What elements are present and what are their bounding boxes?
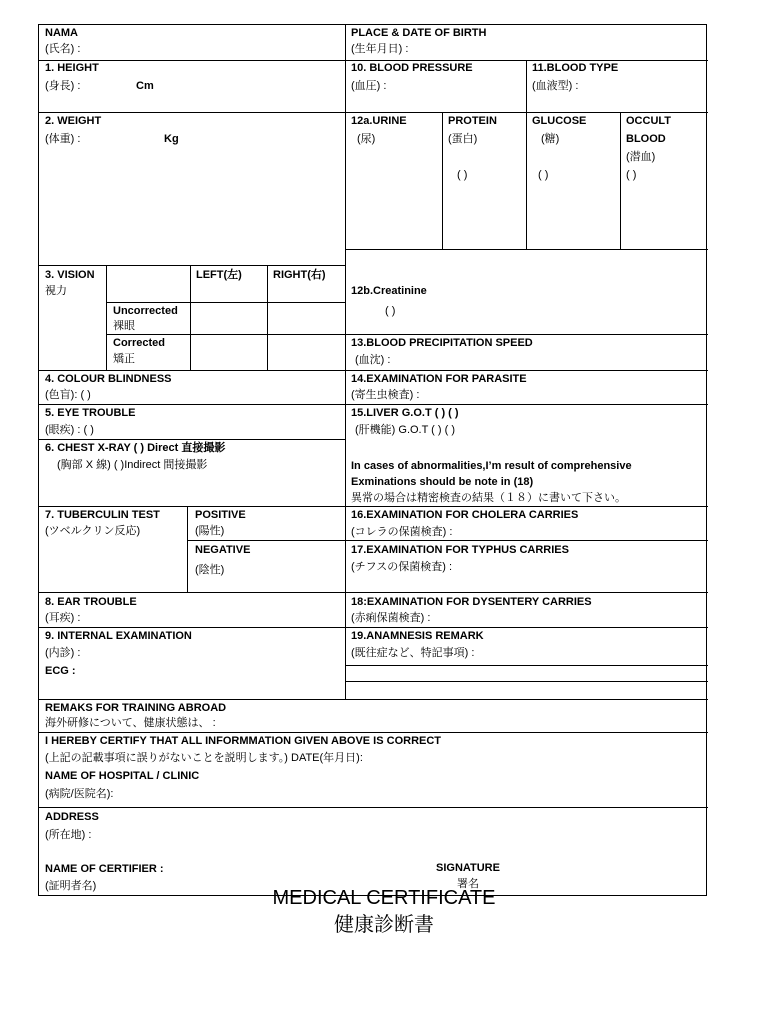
remarks-label-jp: 海外研修について、健康状態は、 : [45,717,216,729]
certifier-label-jp: (証明者名) [45,880,97,892]
vision-corrected-label-jp: 矯正 [113,353,135,365]
rule [106,265,107,370]
rule [345,681,708,682]
ear-trouble-label-jp: (耳疾) : [45,612,81,624]
creatinine-label: 12b.Creatinine [351,285,427,297]
blood-precipitation-label-jp: (血沈) : [355,354,391,366]
rule [526,112,527,249]
hospital-label: NAME OF HOSPITAL / CLINIC [45,770,200,782]
positive-label: POSITIVE [195,509,246,521]
rule [39,592,345,593]
weight-label-jp: (体重) : [45,133,81,145]
blood-type-label-jp: (血液型) : [532,80,579,92]
protein-value: ( ) [457,169,468,181]
liver-label: 15.LIVER G.O.T ( ) ( ) [351,407,459,419]
anamnesis-label: 19.ANAMNESIS REMARK [351,630,484,642]
hospital-label-jp: (病院/医院名): [45,788,114,800]
weight-label: 2. WEIGHT [45,115,102,127]
height-label: 1. HEIGHT [45,62,99,74]
remarks-label: REMAKS FOR TRAINING ABROAD [45,702,227,714]
rule [187,540,345,541]
rule [39,265,345,266]
ecg-label: ECG : [45,665,76,677]
dysentery-label: 18:EXAMINATION FOR DYSENTERY CARRIES [351,596,592,608]
urine-label: 12a.URINE [351,115,407,127]
colour-blindness-label: 4. COLOUR BLINDNESS [45,373,172,385]
vision-label-jp: 視力 [45,285,67,297]
vision-uncorrected-label: Uncorrected [113,305,178,317]
rule [190,265,191,370]
rule [267,265,268,370]
abnormal-note-jp: 異常の場合は精密検査の結果（１８）に書いて下さい。 [351,492,626,504]
certify-statement-jp: (上記の記載事項に誤りがないことを説明します。) DATE(年月日): [45,752,363,764]
colour-blindness-label-jp: (色盲): ( ) [45,389,91,401]
document-title-jp: 健康診断書 [334,914,434,936]
negative-label: NEGATIVE [195,544,251,556]
weight-unit: Kg [164,133,179,145]
eye-trouble-label: 5. EYE TROUBLE [45,407,136,419]
rule [345,540,708,541]
certifier-label: NAME OF CERTIFIER : [45,863,164,875]
address-label: ADDRESS [45,811,99,823]
rule [39,807,708,808]
birth-label: PLACE & DATE OF BIRTH [351,27,487,39]
rule [620,112,621,249]
occult-label-line2: BLOOD [626,133,666,145]
vision-uncorrected-label-jp: 裸眼 [113,320,135,332]
vision-left-header: LEFT(左) [196,269,242,281]
cholera-label-jp: (コレラの保菌検査) : [351,526,453,538]
signature-label: SIGNATURE [436,862,500,874]
height-label-jp: (身長) : [45,80,81,92]
blood-pressure-label-jp: (血圧) : [351,80,387,92]
typhus-label-jp: (チフスの保菌検査) : [351,561,452,573]
negative-label-jp: (陰性) [195,564,225,576]
document-title: MEDICAL CERTIFICATE [272,887,496,909]
rule [526,60,527,112]
blood-pressure-label: 10. BLOOD PRESSURE [351,62,473,74]
internal-exam-label: 9. INTERNAL EXAMINATION [45,630,192,642]
vision-right-header: RIGHT(右) [273,269,326,281]
birth-label-jp: (生年月日) : [351,43,409,55]
occult-value: ( ) [626,169,637,181]
rule [345,665,708,666]
certify-statement: I HEREBY CERTIFY THAT ALL INFORMMATION GIVEN ABOVE IS CORRECT [45,735,442,747]
rule [442,112,443,249]
ear-trouble-label: 8. EAR TROUBLE [45,596,137,608]
name-label: NAMA [45,27,78,39]
tuberculin-label: 7. TUBERCULIN TEST [45,509,160,521]
cholera-label: 16.EXAMINATION FOR CHOLERA CARRIES [351,509,579,521]
address-label-jp: (所在地) : [45,829,92,841]
rule [345,592,708,593]
urine-label-jp: (尿) [357,133,376,145]
anamnesis-label-jp: (既往症など、特記事項) : [351,647,475,659]
rule [345,25,346,699]
signature-label-jp: 署名 [457,878,479,890]
positive-label-jp: (陽性) [195,525,225,537]
protein-label: PROTEIN [448,115,497,127]
typhus-label: 17.EXAMINATION FOR TYPHUS CARRIES [351,544,569,556]
medical-certificate-form [38,24,707,896]
liver-label-jp: (肝機能) G.O.T ( ) ( ) [355,424,456,436]
parasite-label: 14.EXAMINATION FOR PARASITE [351,373,527,385]
glucose-label-jp: (糖) [541,133,560,145]
height-unit: Cm [136,80,154,92]
internal-exam-label-jp: (内診) : [45,647,81,659]
glucose-value: ( ) [538,169,549,181]
parasite-label-jp: (寄生虫検査) : [351,389,420,401]
dysentery-label-jp: (赤痢保菌検査) : [351,612,431,624]
name-label-jp: (氏名) : [45,43,81,55]
glucose-label: GLUCOSE [532,115,587,127]
abnormal-note-line1: In cases of abnormalities,I’m result of comprehensive [351,460,632,472]
rule [345,249,708,250]
chest-xray-label-jp: (胸部 X 線) ( )Indirect 間接撮影 [57,459,208,471]
occult-label-line1: OCCULT [626,115,672,127]
blood-precipitation-label: 13.BLOOD PRECIPITATION SPEED [351,337,533,349]
eye-trouble-label-jp: (眼疾) : ( ) [45,424,94,436]
creatinine-value: ( ) [385,305,396,317]
occult-label-jp: (潜血) [626,151,656,163]
abnormal-note-line2: Exminations should be note in (18) [351,476,534,488]
tuberculin-label-jp: (ツベルクリン反応) [45,525,141,537]
vision-label: 3. VISION [45,269,95,281]
blood-type-label: 11.BLOOD TYPE [532,62,619,74]
protein-label-jp: (蛋白) [448,133,478,145]
chest-xray-label: 6. CHEST X-RAY ( ) Direct 直接撮影 [45,442,226,454]
vision-corrected-label: Corrected [113,337,165,349]
rule [187,506,188,592]
